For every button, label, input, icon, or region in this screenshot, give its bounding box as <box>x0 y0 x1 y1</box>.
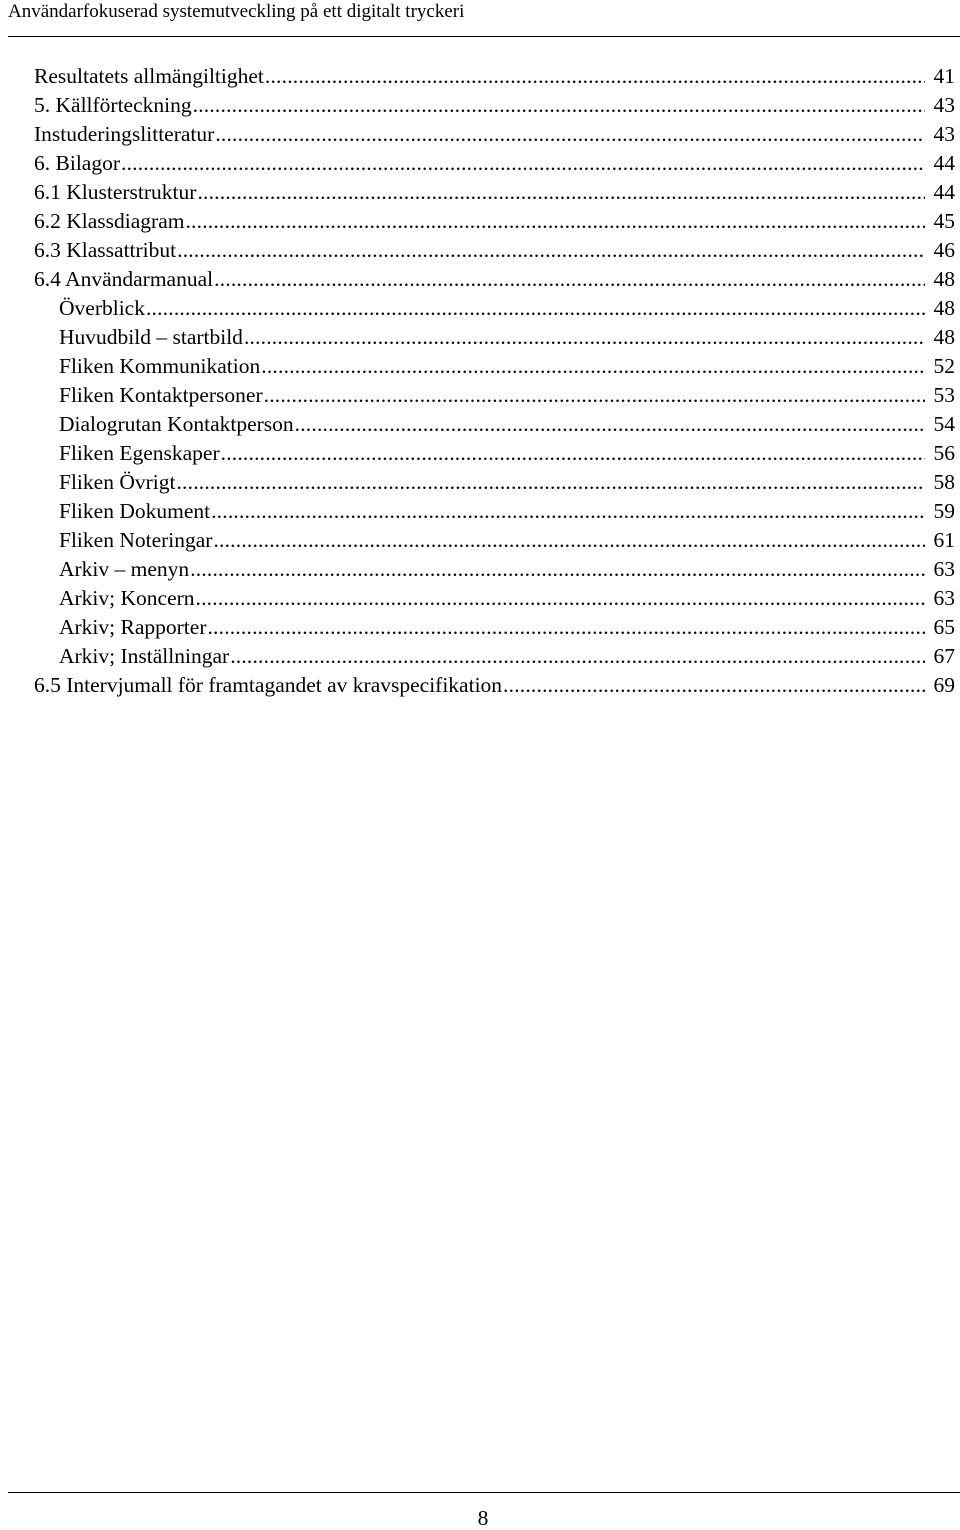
toc-entry[interactable] <box>0 178 960 207</box>
toc-dot-leader <box>211 497 925 526</box>
toc-entry-title: 6. Bilagor <box>34 151 120 175</box>
toc-dot-leader <box>265 62 925 91</box>
toc-dot-leader <box>177 236 925 265</box>
toc-entry-page: 58 <box>933 470 955 494</box>
header-title: Användarfokuserad systemutveckling på ett digitalt tryckeri <box>8 1 465 22</box>
toc-entry[interactable] <box>0 410 960 439</box>
toc-dot-leader <box>261 352 925 381</box>
toc-entry-page: 65 <box>933 615 955 639</box>
toc-dot-leader <box>185 207 925 236</box>
toc-entry-title: 5. Källförteckning <box>34 93 192 117</box>
toc-entry-page: 48 <box>933 325 955 349</box>
toc-entry[interactable] <box>0 149 960 178</box>
toc-entry[interactable] <box>0 613 960 642</box>
toc-entry-title: Fliken Kontaktpersoner <box>59 383 263 407</box>
toc-dot-leader <box>221 439 925 468</box>
footer-divider <box>8 1492 960 1493</box>
toc-entry[interactable] <box>0 439 960 468</box>
toc-entry-title: Fliken Dokument <box>59 499 211 523</box>
toc-entry-page: 44 <box>933 151 955 175</box>
toc-entry-page: 43 <box>933 122 955 146</box>
toc-entry-title: Arkiv; Inställningar <box>59 644 230 668</box>
toc-entry[interactable] <box>0 381 960 410</box>
toc-dot-leader <box>503 671 925 700</box>
toc-entry-title: Arkiv; Koncern <box>59 586 195 610</box>
toc-dot-leader <box>215 120 925 149</box>
toc-entry-page: 43 <box>933 93 955 117</box>
toc-entry-page: 44 <box>933 180 955 204</box>
toc-entry[interactable] <box>0 236 960 265</box>
toc-entry[interactable] <box>0 642 960 671</box>
toc-entry-title: 6.2 Klassdiagram <box>34 209 185 233</box>
toc-entry-title: 6.4 Användarmanual <box>34 267 214 291</box>
toc-dot-leader <box>264 381 925 410</box>
toc-entry[interactable] <box>0 352 960 381</box>
toc-entry-title: Arkiv; Rapporter <box>59 615 207 639</box>
toc-entry-page: 41 <box>933 64 955 88</box>
toc-entry[interactable] <box>0 120 960 149</box>
toc-entry-title: Instuderingslitteratur <box>34 122 215 146</box>
toc-entry[interactable] <box>0 468 960 497</box>
toc-entry[interactable] <box>0 497 960 526</box>
page-header <box>8 0 960 37</box>
toc-dot-leader <box>121 149 925 178</box>
toc-dot-leader <box>193 91 925 120</box>
toc-entry-title: Fliken Egenskaper <box>59 441 220 465</box>
toc-entry[interactable] <box>0 584 960 613</box>
toc-entry[interactable] <box>0 526 960 555</box>
toc-entry-page: 63 <box>933 557 955 581</box>
toc-dot-leader <box>244 323 925 352</box>
toc-dot-leader <box>295 410 925 439</box>
toc-entry-title: Huvudbild – startbild <box>59 325 243 349</box>
toc-entry-title: Fliken Övrigt <box>59 470 176 494</box>
toc-entry[interactable] <box>0 265 960 294</box>
toc-entry-page: 46 <box>933 238 955 262</box>
toc-entry-page: 61 <box>933 528 955 552</box>
toc-entry[interactable] <box>0 91 960 120</box>
toc-entry-page: 56 <box>933 441 955 465</box>
toc-dot-leader <box>190 555 925 584</box>
toc-entry-page: 52 <box>933 354 955 378</box>
toc-dot-leader <box>197 178 925 207</box>
toc-entry-title: 6.3 Klassattribut <box>34 238 177 262</box>
toc-entry-title: Resultatets allmängiltighet <box>34 64 264 88</box>
toc-entry[interactable] <box>0 62 960 91</box>
toc-entry[interactable] <box>0 323 960 352</box>
toc-entry-page: 63 <box>933 586 955 610</box>
toc-entry-title: Fliken Noteringar <box>59 528 213 552</box>
toc-dot-leader <box>214 265 925 294</box>
table-of-contents <box>0 62 960 700</box>
toc-entry-title: Dialogrutan Kontaktperson <box>59 412 294 436</box>
toc-entry-page: 54 <box>933 412 955 436</box>
toc-entry[interactable] <box>0 207 960 236</box>
toc-entry-page: 59 <box>933 499 955 523</box>
toc-entry-title: 6.1 Klusterstruktur <box>34 180 197 204</box>
toc-entry-title: Arkiv – menyn <box>59 557 190 581</box>
toc-entry-title: 6.5 Intervjumall för framtagandet av kravspecifikation <box>34 673 503 697</box>
toc-dot-leader <box>146 294 925 323</box>
toc-entry-title: Fliken Kommunikation <box>59 354 261 378</box>
toc-entry[interactable] <box>0 294 960 323</box>
toc-dot-leader <box>196 584 925 613</box>
toc-entry[interactable] <box>0 671 960 700</box>
toc-entry-page: 67 <box>933 644 955 668</box>
toc-dot-leader <box>213 526 925 555</box>
toc-dot-leader <box>176 468 925 497</box>
toc-entry-title: Överblick <box>59 296 145 320</box>
toc-entry-page: 69 <box>933 673 955 697</box>
page-number: 8 <box>477 1506 489 1530</box>
toc-entry-page: 48 <box>933 267 955 291</box>
toc-entry-page: 48 <box>933 296 955 320</box>
toc-entry-page: 45 <box>933 209 955 233</box>
toc-dot-leader <box>207 613 925 642</box>
toc-entry-page: 53 <box>933 383 955 407</box>
toc-dot-leader <box>230 642 925 671</box>
toc-entry[interactable] <box>0 555 960 584</box>
